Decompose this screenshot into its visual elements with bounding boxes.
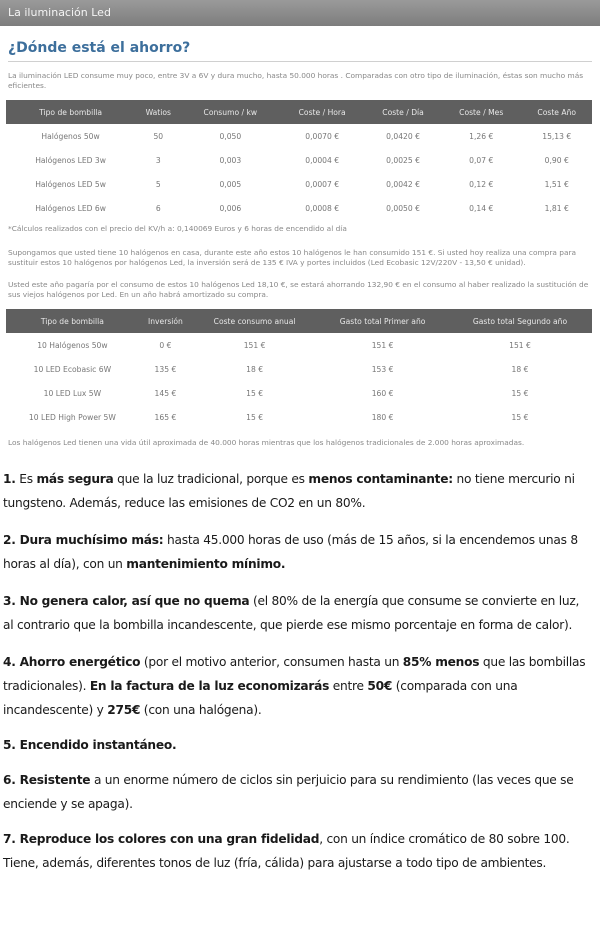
table-cell: 5 xyxy=(155,179,161,189)
table-cell: 0,0070 € xyxy=(305,131,340,141)
benefit-text: (comparada con una incandescente) y xyxy=(3,679,518,717)
benefit-text: (por el motivo anterior, consumen hasta un xyxy=(140,655,403,669)
column-header: Watios xyxy=(135,100,181,124)
benefit-emphasis: 275€ xyxy=(107,703,141,717)
divider xyxy=(8,61,592,62)
benefits-list xyxy=(3,467,592,875)
benefit-emphasis: menos contaminante: xyxy=(308,472,453,486)
benefit-emphasis: 85% menos xyxy=(402,655,480,669)
benefit-number: 4. xyxy=(3,655,16,669)
table-cell: 0,14 € xyxy=(469,203,494,213)
lifespan-footnote: Los halógenos Led tienen una vida útil aproximada de 40.000 horas mientras que los halógenos tradicionales de 2.000 horas aproximadas. xyxy=(8,438,525,447)
column-header: Coste / Día xyxy=(365,100,441,124)
table-cell: 0,0042 € xyxy=(386,179,420,189)
column-header: Tipo de bombilla xyxy=(6,100,135,124)
table-cell: 145 € xyxy=(154,388,177,398)
investment-table xyxy=(6,309,592,429)
header-title: La iluminación Led xyxy=(8,6,111,19)
table-cell: 50 xyxy=(153,131,164,141)
table-cell: 0,0004 € xyxy=(305,155,340,165)
table-cell: 10 LED Ecobasic 6W xyxy=(33,364,112,374)
table-cell: 15 € xyxy=(246,412,264,422)
table-cell: 0,0025 € xyxy=(386,155,420,165)
table-cell: 15 € xyxy=(511,388,529,398)
table-cell: 10 LED Lux 5W xyxy=(43,388,102,398)
column-header: Coste consumo anual xyxy=(192,309,317,333)
benefit-text: a un enorme número de ciclos sin perjuicio para su rendimiento (las veces que se enciende y se apaga). xyxy=(3,773,574,811)
table-cell: 0,0420 € xyxy=(386,131,420,141)
table-cell: Halógenos LED 3w xyxy=(35,155,106,165)
header-bar xyxy=(0,0,600,26)
benefit-item xyxy=(3,650,592,722)
table-row xyxy=(6,124,592,148)
column-header: Coste / Mes xyxy=(441,100,522,124)
column-header: Gasto total Segundo año xyxy=(448,309,592,333)
benefit-text: Es xyxy=(15,472,37,486)
benefit-emphasis: 50€ xyxy=(367,679,393,693)
table-cell: 1,81 € xyxy=(544,203,569,213)
table-cell: 10 LED High Power 5W xyxy=(28,412,116,422)
scenario-paragraph: Supongamos que usted tiene 10 halógenos en casa, durante este año estos 10 halógenos le han consumido 151 €. Si usted hoy realiza una compra para sustituir estos 10 halógenos por halógenos Led, la inversión será de 135 € IVA y portes incluidos (Led Ecobasic 12V/220V - 13,50 € unidad). xyxy=(8,248,577,267)
table-cell: 0,90 € xyxy=(544,155,569,165)
benefit-number: 2. xyxy=(3,533,16,547)
table-cell: Halógenos LED 5w xyxy=(35,179,106,189)
table-cell: 0,050 xyxy=(219,131,242,141)
benefit-item xyxy=(3,768,592,816)
table-cell: 0,12 € xyxy=(469,179,494,189)
column-header: Inversión xyxy=(139,309,192,333)
intro-paragraph: La iluminación LED consume muy poco, entre 3V a 6V y dura mucho, hasta 50.000 horas . Comparadas con otro tipo de iluminación, éstas son mucho más eficientes. xyxy=(8,71,584,90)
table-cell: 0 € xyxy=(159,340,172,350)
table-cell: 165 € xyxy=(154,412,177,422)
column-header: Coste Año xyxy=(521,100,592,124)
table-cell: 6 xyxy=(155,203,161,213)
benefit-emphasis: Reproduce los colores con una gran fidelidad xyxy=(15,832,320,846)
benefit-emphasis: En la factura de la luz economizarás xyxy=(89,679,330,693)
table-cell: 18 € xyxy=(511,364,529,374)
table2-header-row xyxy=(6,309,592,333)
benefit-item xyxy=(3,467,592,515)
table-cell: 0,0008 € xyxy=(305,203,340,213)
table-row xyxy=(6,381,592,405)
benefit-text: no tiene mercurio ni tungsteno. Además, reduce las emisiones de CO2 en un 80%. xyxy=(3,472,575,510)
benefit-text: que la luz tradicional, porque es xyxy=(113,472,309,486)
table-cell: 0,006 xyxy=(219,203,242,213)
benefit-emphasis: más segura xyxy=(36,472,114,486)
benefit-text: (el 80% de la energía que consume se convierte en luz, al contrario que la bombilla incandescente, que pierde ese mismo porcentaje en forma de calor). xyxy=(3,594,580,632)
table-row xyxy=(6,148,592,172)
consumption-table xyxy=(6,100,592,220)
benefit-emphasis: Ahorro energético xyxy=(15,655,141,669)
table-cell: Halógenos 50w xyxy=(41,131,100,141)
section-title: ¿Dónde está el ahorro? xyxy=(8,40,191,56)
savings-paragraph: Usted este año pagaría por el consumo de estos 10 halógenos Led 18,10 €, se estará ahorrando 132,90 € en el consumo al haber realizado la sustitución de sus viejos halógenos por Led. En un año habrá amortizado su compra. xyxy=(8,280,589,299)
table-cell: 0,07 € xyxy=(469,155,494,165)
table-cell: 18 € xyxy=(246,364,264,374)
benefit-emphasis: No genera calor, así que no quema xyxy=(15,594,250,608)
benefit-item xyxy=(3,589,592,637)
table-cell: 10 Halógenos 50w xyxy=(37,340,108,350)
benefit-number: 7. xyxy=(3,832,16,846)
benefit-emphasis: Encendido instantáneo. xyxy=(15,738,177,752)
benefit-text: , con un índice cromático de 80 sobre 100. Tiene, además, diferentes tonos de luz (fría, cálida) para ajustarse a todo tipo de ambientes. xyxy=(3,832,570,870)
column-header: Consumo / kw xyxy=(181,100,279,124)
footnote-calc: *Cálculos realizados con el precio del KV/h a: 0,140069 Euros y 6 horas de encendido al día xyxy=(8,224,347,233)
table-cell: 1,26 € xyxy=(469,131,494,141)
table-cell: 153 € xyxy=(371,364,394,374)
table-cell: 151 € xyxy=(243,340,266,350)
column-header: Tipo de bombilla xyxy=(6,309,139,333)
table-row xyxy=(6,405,592,429)
benefit-number: 6. xyxy=(3,773,16,787)
table-cell: 15,13 € xyxy=(542,131,572,141)
benefit-text: hasta 45.000 horas de uso (más de 15 años, si la encendemos unas 8 horas al día), con un xyxy=(3,533,578,571)
table-cell: 0,005 xyxy=(219,179,242,189)
table-cell: 151 € xyxy=(509,340,531,350)
benefit-text: (con una halógena). xyxy=(140,703,262,717)
table-cell: 135 € xyxy=(154,364,177,374)
column-header: Coste / Hora xyxy=(279,100,365,124)
benefit-text: entre xyxy=(329,679,368,693)
table-cell: 0,0007 € xyxy=(305,179,340,189)
benefit-number: 1. xyxy=(3,472,16,486)
benefit-item xyxy=(3,733,592,757)
benefit-emphasis: Dura muchísimo más: xyxy=(15,533,164,547)
benefit-emphasis: Resistente xyxy=(15,773,91,787)
table-cell: 0,003 xyxy=(219,155,242,165)
table-cell: 0,0050 € xyxy=(386,203,420,213)
table-cell: 160 € xyxy=(371,388,394,398)
table-cell: 151 € xyxy=(371,340,394,350)
table-cell: 180 € xyxy=(371,412,394,422)
benefit-emphasis: mantenimiento mínimo. xyxy=(126,557,286,571)
column-header: Gasto total Primer año xyxy=(317,309,448,333)
table-cell: 15 € xyxy=(246,388,264,398)
benefit-item xyxy=(3,827,592,875)
table1-header-row xyxy=(6,100,592,124)
table-row xyxy=(6,196,592,220)
table-cell: 1,51 € xyxy=(544,179,569,189)
benefit-item xyxy=(3,528,592,576)
table-cell: 3 xyxy=(155,155,161,165)
table-row xyxy=(6,333,592,357)
benefit-text: que las bombillas tradicionales). xyxy=(3,655,586,693)
benefit-number: 5. xyxy=(3,738,16,752)
table-cell: 15 € xyxy=(511,412,529,422)
table-cell: Halógenos LED 6w xyxy=(35,203,106,213)
table-row xyxy=(6,357,592,381)
table-row xyxy=(6,172,592,196)
benefit-number: 3. xyxy=(3,594,16,608)
